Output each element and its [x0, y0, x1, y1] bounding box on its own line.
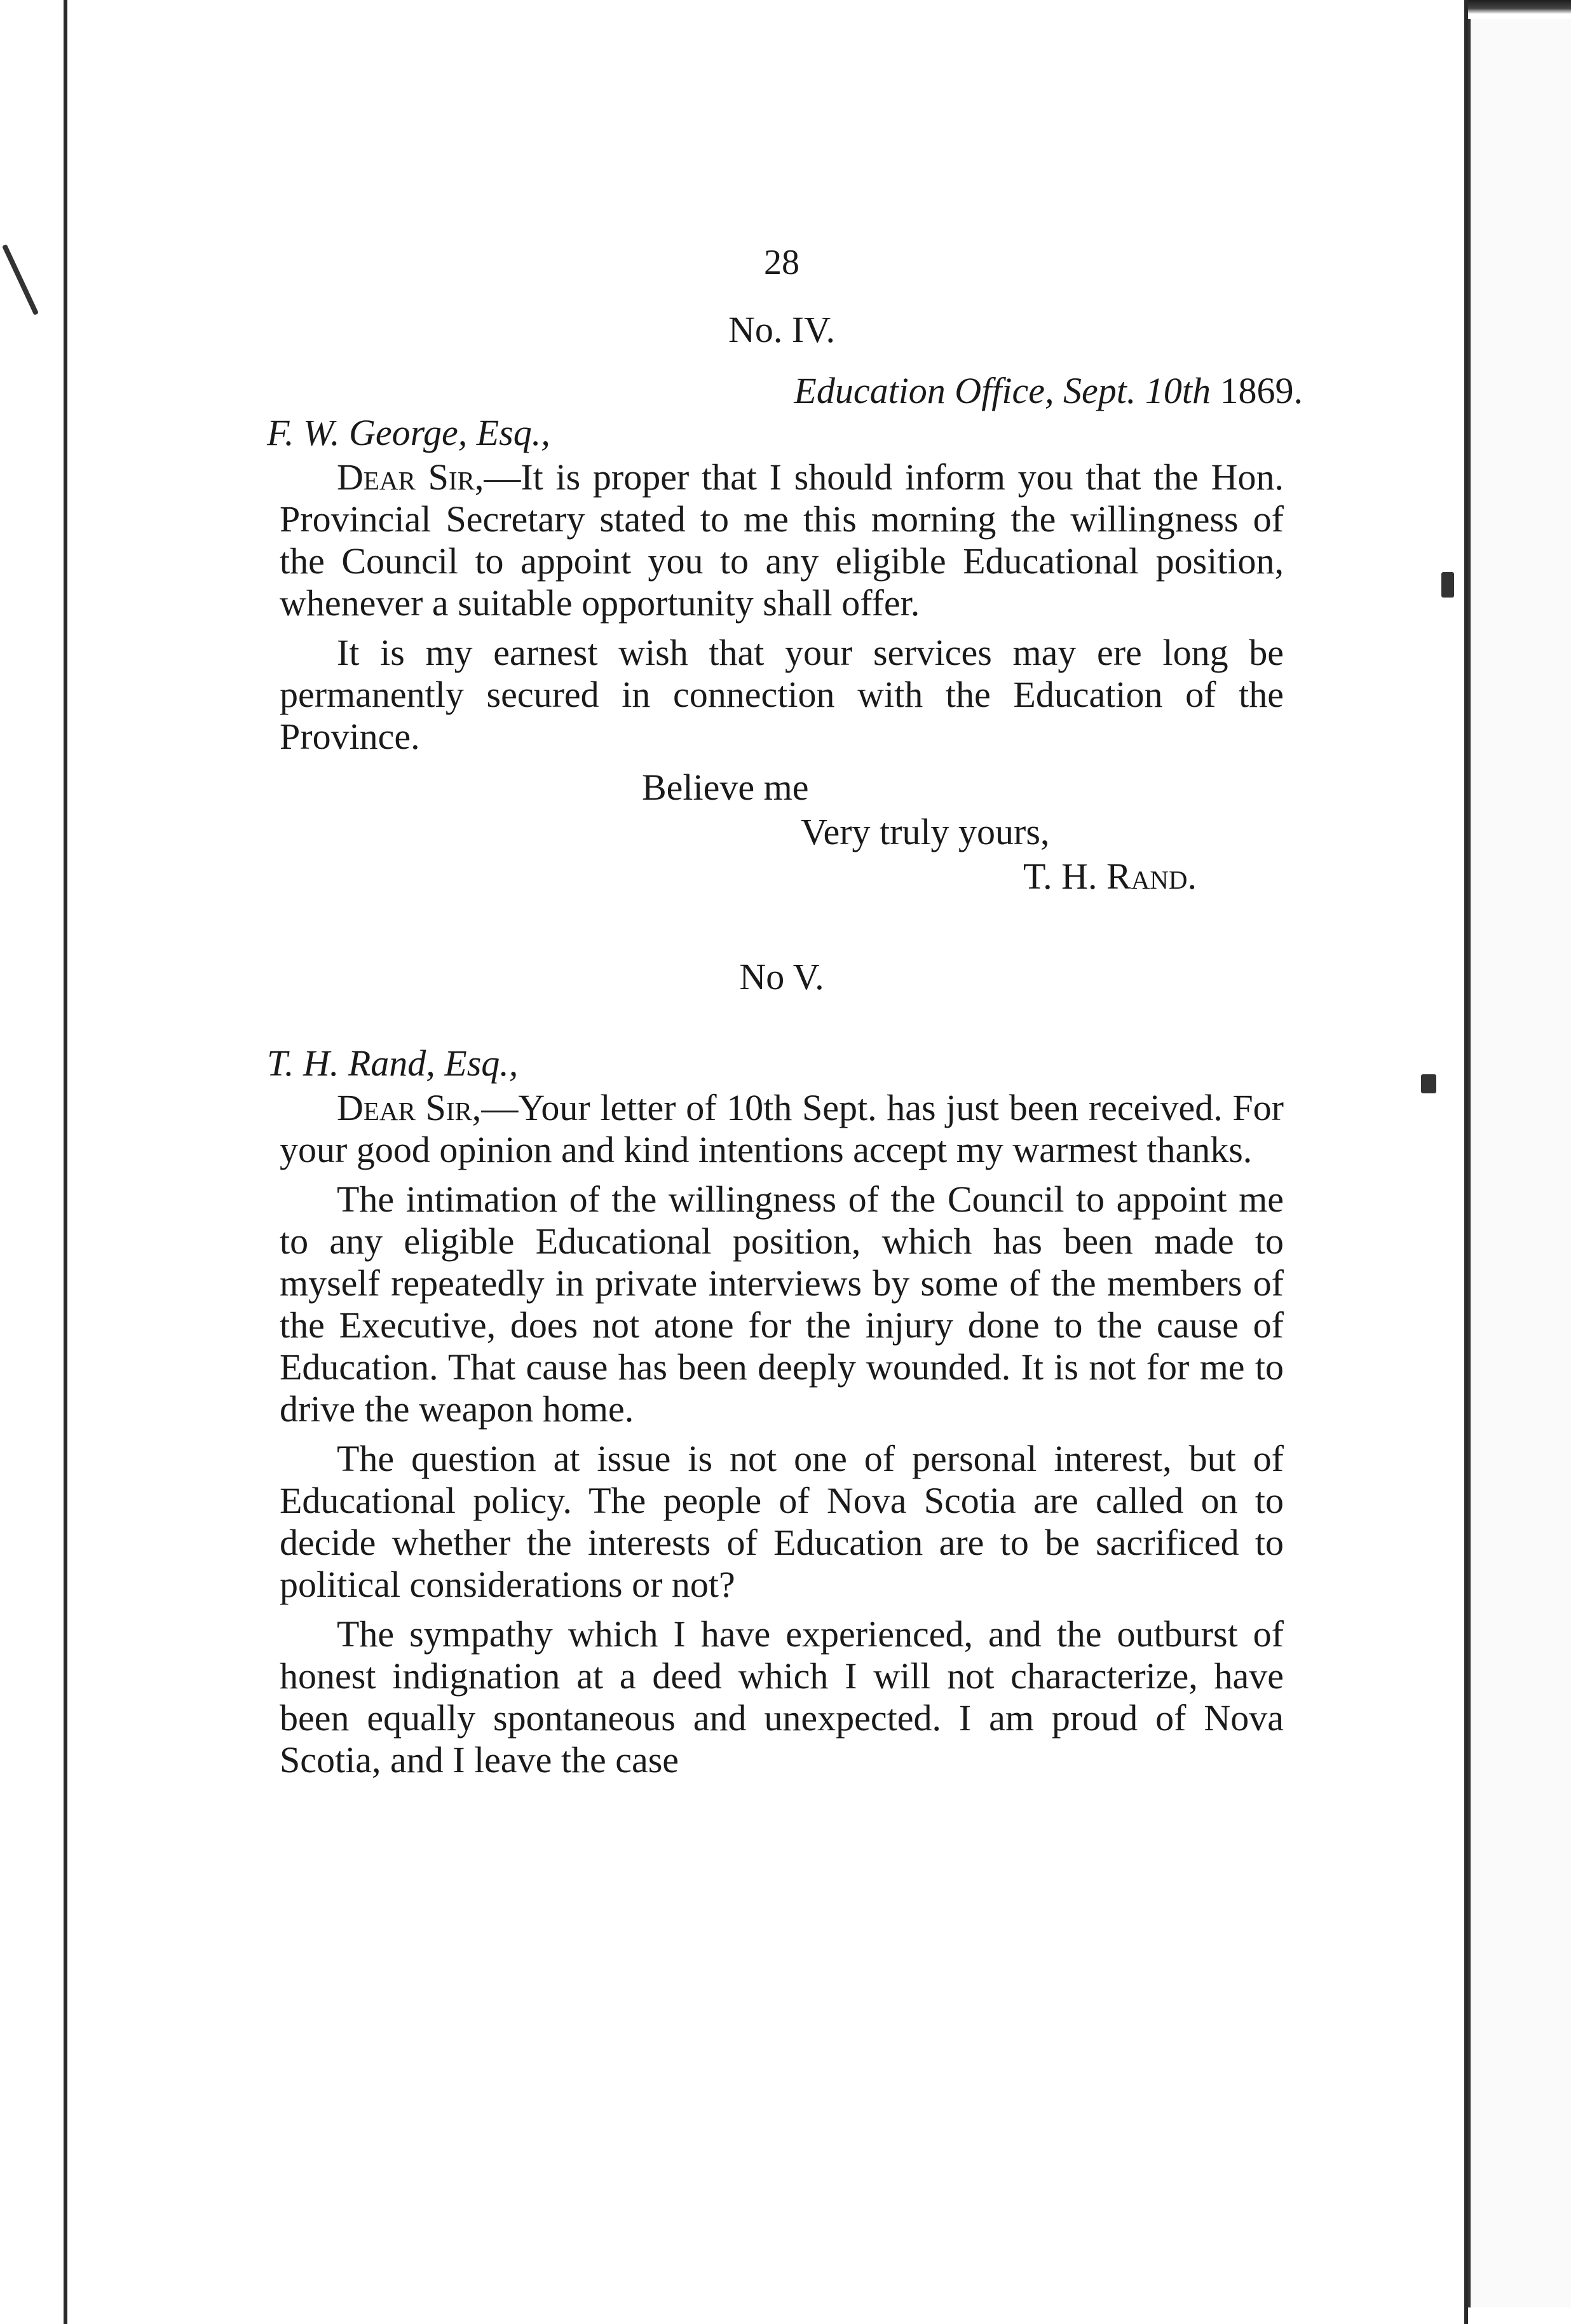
paragraph-text: —Your letter of 10th Sept. has just been received. For your good opinion and kind intentions accept my warmest thanks. [280, 1087, 1284, 1170]
dateline-year: 1869. [1220, 370, 1303, 411]
closing-line: Very truly yours, [801, 811, 1050, 852]
dateline-place-date: Education Office, Sept. 10th [794, 370, 1211, 411]
dateline [280, 370, 1303, 412]
salutation: Dear Sir, [337, 1087, 482, 1128]
scan-mark [1441, 572, 1454, 598]
document-body [267, 242, 1303, 1789]
closing-line: Believe me [642, 767, 809, 808]
scan-mark [2, 244, 39, 315]
letter-heading-iv: No. IV. [728, 309, 836, 350]
signature: T. H. Rand. [1023, 856, 1197, 897]
paragraph-text: —It is proper that I should inform you that the Hon. Provincial Secretary stated to me this morning the willingness of the Council to appoint you to any eligible Educational position, whenever a suitable opportunity shall offer. [280, 456, 1284, 624]
salutation: Dear Sir, [337, 456, 484, 498]
letter-closing [280, 765, 1284, 899]
section-spacer [280, 1017, 1284, 1042]
page-number: 28 [764, 243, 799, 282]
paragraph [280, 456, 1284, 624]
letter-heading-v: No V. [739, 956, 824, 997]
paragraph: The question at issue is not one of personal interest, but of Educational policy. The people of Nova Scotia are called on to decide whether the interests of Education are to be sacrificed to political considerations or not? [280, 1438, 1284, 1605]
section-spacer [280, 899, 1284, 956]
paragraph: It is my earnest wish that your services may ere long be permanently secured in connection with the Education of the Province. [280, 632, 1284, 757]
paragraph [280, 1087, 1284, 1171]
adjacent-page-edge [1468, 19, 1571, 2307]
addressee: T. H. Rand, Esq., [267, 1042, 519, 1084]
addressee: F. W. George, Esq., [267, 412, 550, 453]
scan-mark [1421, 1074, 1436, 1093]
paragraph: The sympathy which I have experienced, and the outburst of honest indignation at a deed which I will not characterize, have been equally spontaneous and unexpected. I am proud of Nova Scotia, and I leave the case [280, 1613, 1284, 1781]
paragraph: The intimation of the willingness of the Council to appoint me to any eligible Educational position, which has been made to myself repeatedly in private interviews by some of the members of the Executive, does not atone for the injury done to the cause of Education. That cause has been deeply wounded. It is not for me to drive the weapon home. [280, 1179, 1284, 1430]
